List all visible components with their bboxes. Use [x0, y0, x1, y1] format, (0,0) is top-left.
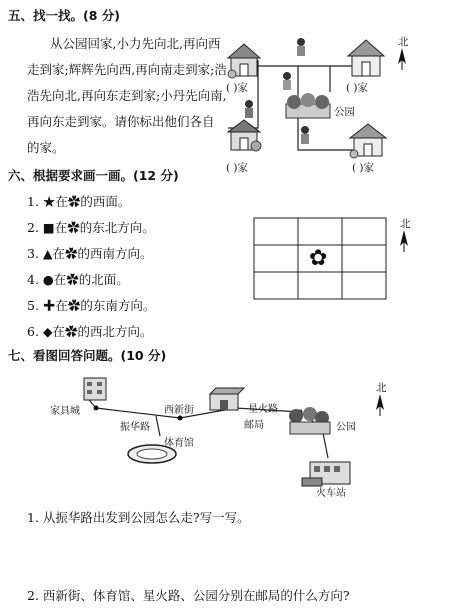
draw-item-4: 4. ●在✿的北面。: [27, 272, 129, 287]
train-station-label: 火车站: [316, 488, 346, 499]
zhenhua-road-label: 振华路: [120, 422, 150, 433]
draw-item-3: 3. ▲在✿的西南方向。: [27, 246, 153, 261]
post-office-label: 邮局: [244, 420, 264, 431]
train-station-icon: [302, 462, 350, 486]
section5-line-3: 浩先向北,再向东走到家;小丹先向南,: [27, 88, 227, 103]
gym-label: 体育馆: [164, 438, 194, 449]
park-label: 公园: [334, 106, 355, 118]
section5-line-5: 的家。: [27, 140, 65, 155]
section6-heading: 六、根据要求画一画。(12 分): [8, 168, 179, 183]
park-icon: [289, 407, 330, 434]
north-label: 北: [398, 36, 409, 48]
furniture-city-label: 家具城: [50, 406, 80, 417]
building-icon: [84, 378, 106, 400]
section5-line-2: 走到家;辉辉先向西,再向南走到家;浩: [27, 62, 227, 77]
section7-heading: 七、看图回答问题。(10 分): [8, 348, 167, 363]
north-label: 北: [400, 218, 411, 230]
question-1: 1. 从振华路出发到公园怎么走?写一写。: [27, 510, 250, 525]
home-blank-4: ( )家: [352, 162, 375, 174]
section5-line-4: 再向东走到家。请你标出他们各自: [27, 114, 215, 129]
home-blank-2: ( )家: [346, 82, 369, 94]
home-blank-3: ( )家: [226, 162, 249, 174]
flower-icon: ✿: [309, 246, 328, 271]
north-label: 北: [376, 382, 387, 394]
question-2: 2. 西新街、体育馆、星火路、公园分别在邮局的什么方向?: [27, 588, 350, 603]
section5-line-1: 从公园回家,小力先向北,再向西: [50, 36, 221, 51]
draw-item-1: 1. ★在✿的西面。: [27, 194, 131, 209]
draw-item-6: 6. ◆在✿的西北方向。: [27, 324, 153, 339]
section5-heading: 五、找一找。(8 分): [8, 8, 120, 23]
xinghuo-road-label: 星火路: [248, 404, 278, 415]
xixin-street-label: 西新街: [164, 405, 194, 416]
draw-item-5: 5. ✚在✿的东南方向。: [27, 298, 156, 313]
home-blank-1: ( )家: [226, 82, 249, 94]
draw-item-2: 2. ■在✿的东北方向。: [27, 220, 155, 235]
post-office-icon: [210, 388, 244, 410]
north-arrow-icon: [376, 394, 384, 416]
park-label: 公园: [336, 422, 356, 433]
route-line: [156, 416, 160, 436]
